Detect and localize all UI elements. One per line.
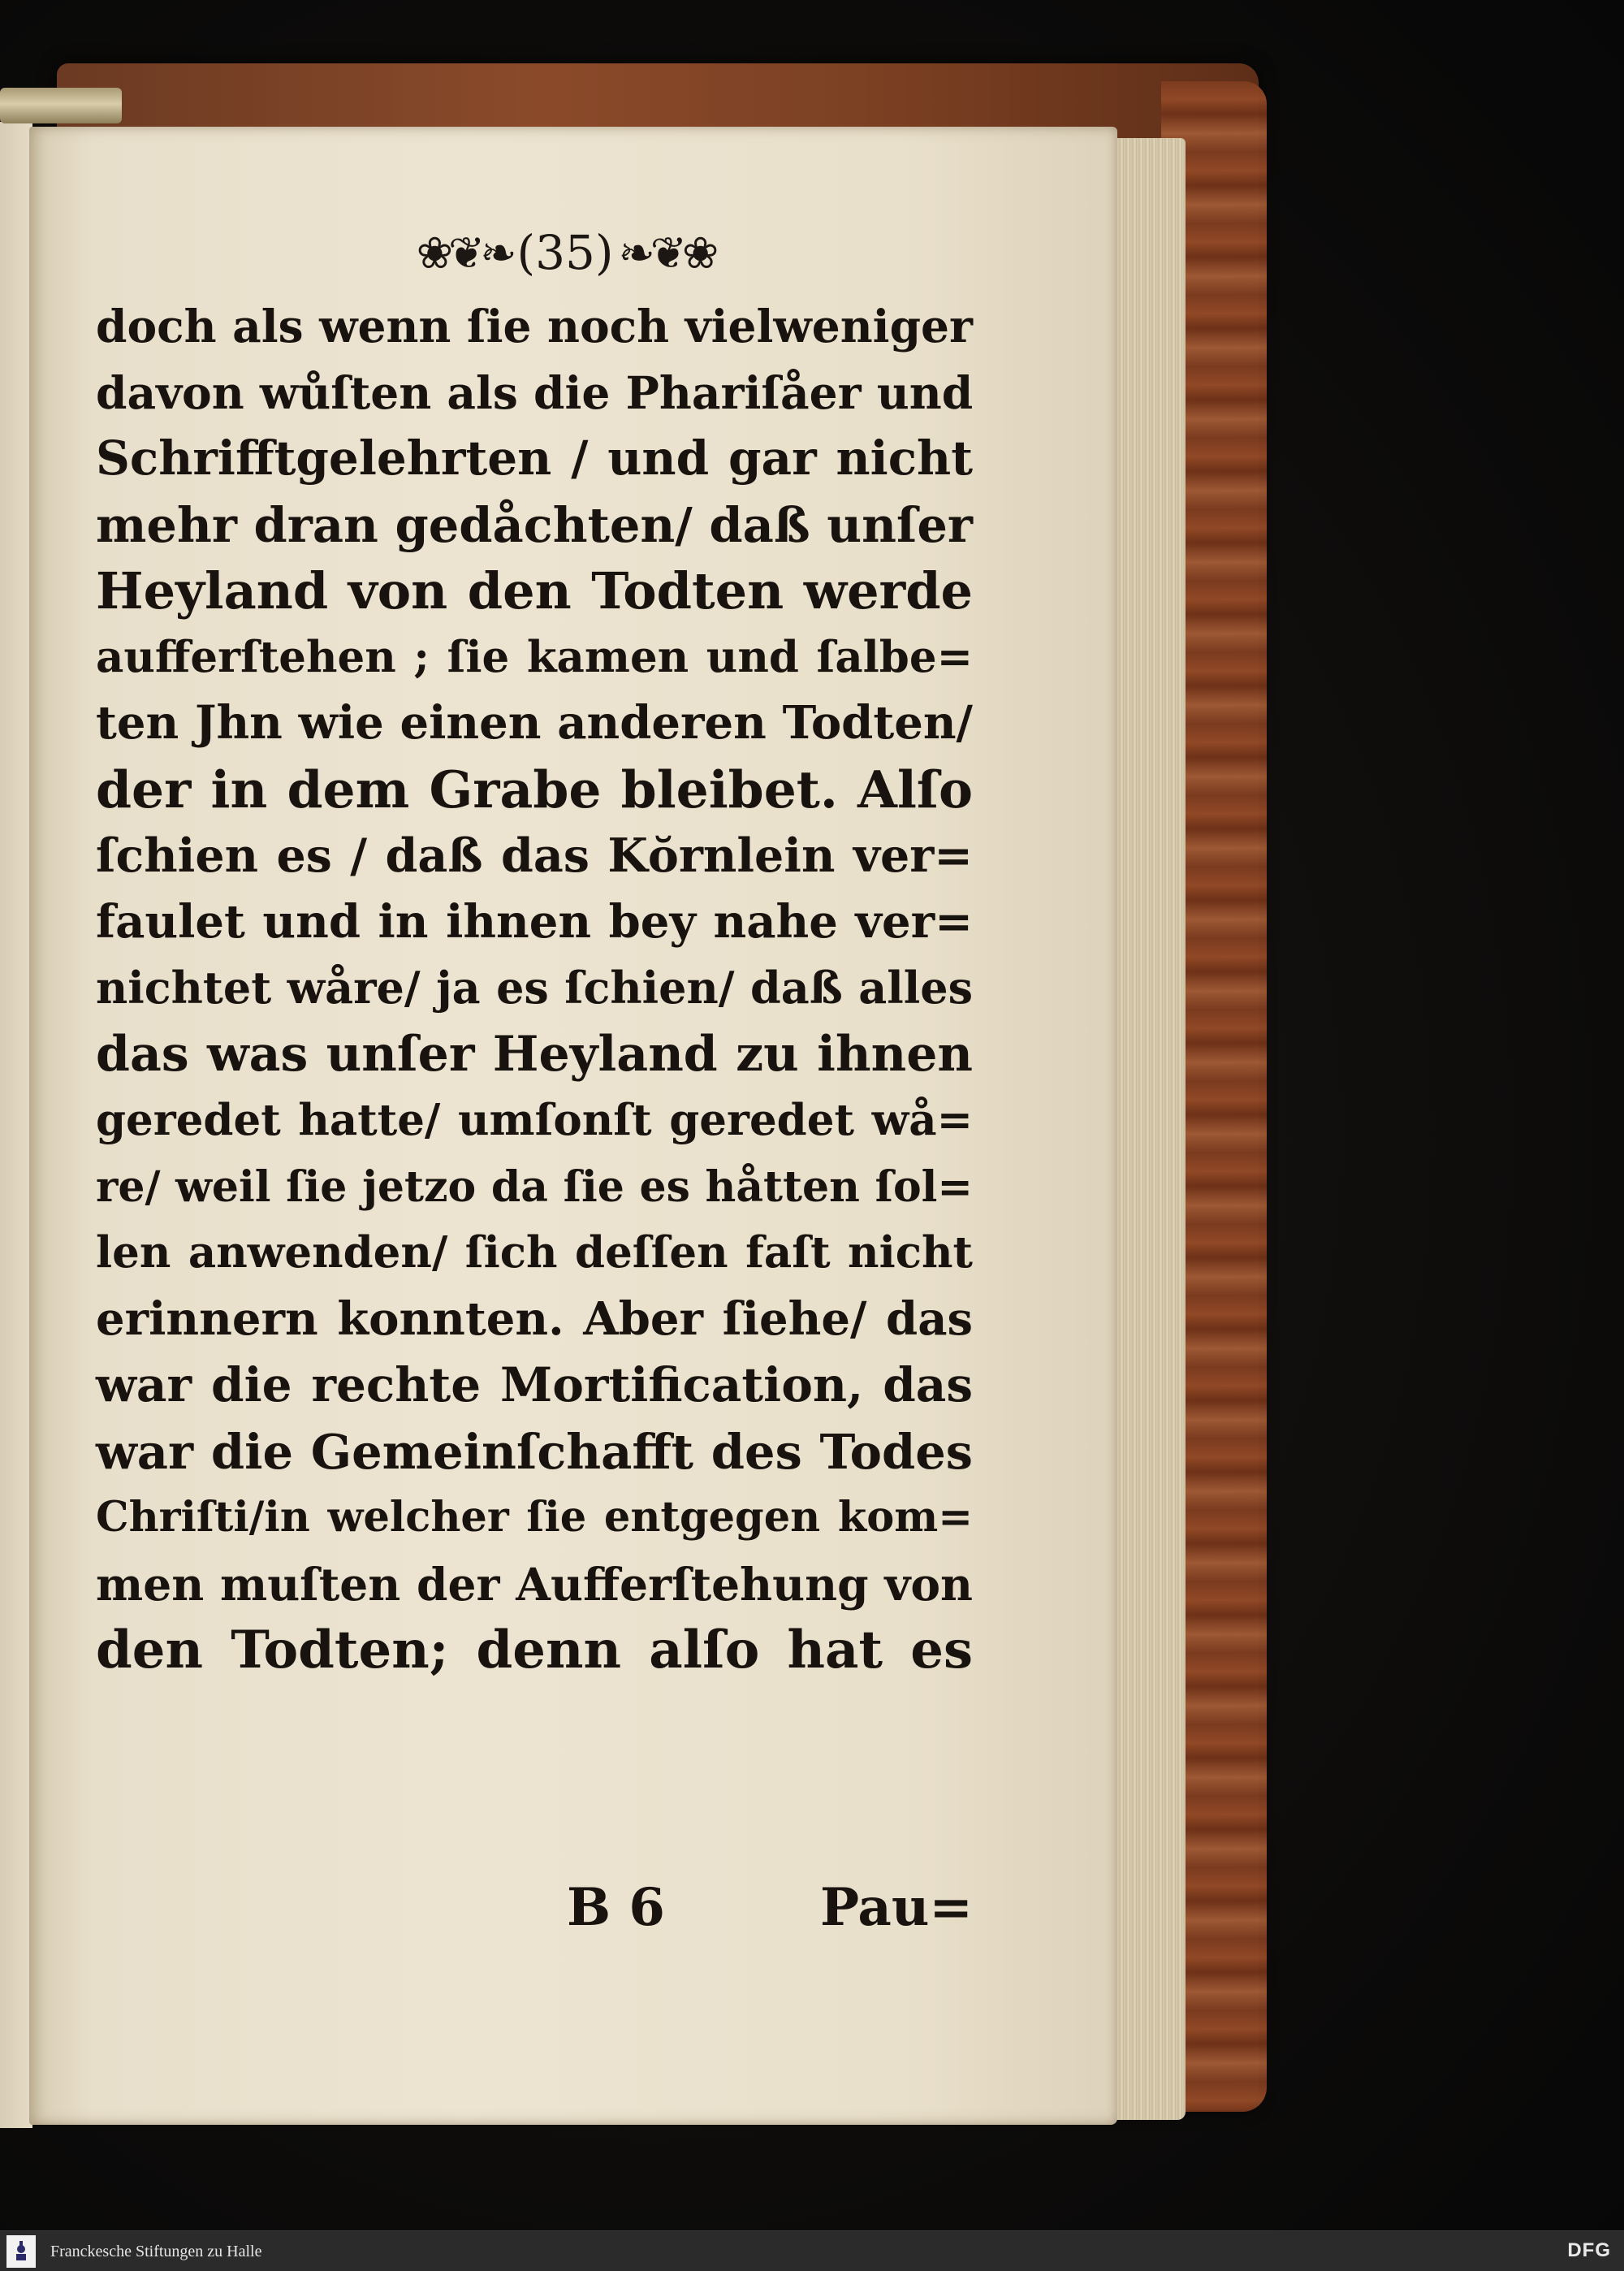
text-line: mehr dran gedåchten/ daß unſer xyxy=(96,496,974,553)
text-line: aufferſtehen ; ſie kamen und ſalbe= xyxy=(96,631,973,682)
institution-logo-icon xyxy=(6,2235,36,2268)
text-line: erinnern konnten. Aber ſiehe/ das xyxy=(96,1291,973,1346)
catchword: Pau= xyxy=(819,1877,973,1938)
text-line: len anwenden/ ſich deſſen faſt nicht xyxy=(96,1227,973,1278)
text-line: Chriſti/in welcher ſie entgegen kom= xyxy=(96,1493,973,1542)
text-line: geredet hatte/ umſonſt geredet wå= xyxy=(96,1095,973,1145)
facing-page-edge xyxy=(0,122,32,2128)
page-number: (35) xyxy=(516,225,614,280)
book-clasp xyxy=(0,88,122,123)
text-line: war die Gemeinſchafft des Todes xyxy=(96,1423,973,1480)
header-ornament-right: ❧❦❀ xyxy=(618,227,715,279)
institution-name: Franckesche Stiftungen zu Halle xyxy=(50,2242,262,2260)
page-header xyxy=(403,216,728,289)
text-line: faulet und in ihnen bey nahe ver= xyxy=(96,894,973,949)
header-ornament-left: ❀❦❧ xyxy=(416,227,512,279)
viewer-footer-bar xyxy=(0,2230,1624,2271)
text-line: davon wůſten als die Phariſåer und xyxy=(96,366,974,419)
text-line: doch als wenn ſie noch vielweniger xyxy=(96,300,973,353)
text-line: ten Jhn wie einen anderen Todten/ xyxy=(96,696,973,750)
text-line: Heyland von den Todten werde xyxy=(96,561,973,621)
text-line: re/ weil ſie jetzo da ſie es håtten ſol= xyxy=(96,1161,973,1212)
page-body-text xyxy=(96,293,973,1684)
dfg-logo: DFG xyxy=(1567,2239,1611,2261)
text-line: war die rechte Mortification, das xyxy=(96,1357,973,1412)
page-footer xyxy=(96,1877,973,1950)
signature-mark: B 6 xyxy=(567,1877,665,1938)
book-page xyxy=(29,127,1117,2125)
text-line: den Todten; denn alſo hat es xyxy=(96,1620,973,1681)
text-line: das was unſer Heyland zu ihnen xyxy=(96,1025,973,1083)
text-line: Schrifftgelehrten / und gar nicht xyxy=(96,430,973,486)
text-line: ſchien es / daß das Kŏrnlein ver= xyxy=(96,828,973,883)
text-line: nichtet wåre/ ja es ſchien/ daß alles xyxy=(96,962,973,1014)
text-line: der in dem Grabe bleibet. Alſo xyxy=(96,759,973,820)
text-line: men muſten der Aufferſtehung von xyxy=(96,1557,973,1611)
